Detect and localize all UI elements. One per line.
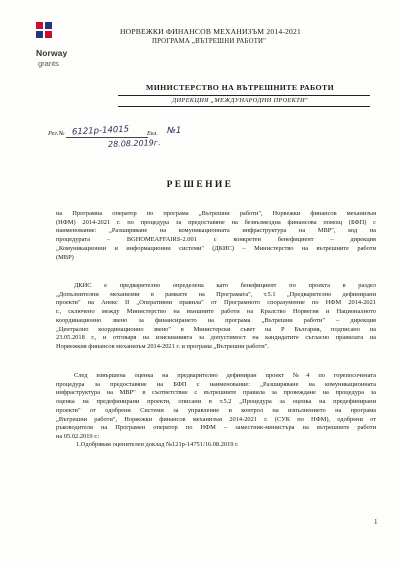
paragraph-line: координационно звено за финансирането на програма „Вътрешни работи" – дирекция: [56, 316, 376, 324]
paragraph-line: инфраструктура на МВР" в съответствие с вътрешните правила за провеждане на процедура за: [56, 389, 376, 397]
paragraph-line: „Централно координационно звено" в Министерски съвет на Р България, подписано на: [56, 325, 376, 333]
paragraph-line: 23.05.2018 г., и отговаря на изискванията за допустимост на кандидатите съгласно правилата на: [56, 334, 376, 342]
paragraph-line: на 05.02.2019 г.:: [56, 432, 100, 440]
paragraph-line: процедура за предоставяне на БФП с наименование: „Разширяване на комуникационната: [56, 380, 376, 388]
document-title: РЕШЕНИЕ: [166, 180, 234, 190]
registration-copy-label: Екз.: [147, 130, 158, 137]
paragraph-line: „Допълнителни механизми в рамките на Програмата", т.5.1 „Предварително дефинирани: [56, 290, 376, 298]
paragraph-line: наименование: „Разширяване на комуникационната инфраструктура на МВР", код на: [56, 227, 376, 235]
paragraph-line: „Вътрешни работи", Норвежки финансов механизъм 2014-2021 г. (СУК по НФМ), одобрени от: [56, 415, 376, 423]
paragraph-line: на Програмна оператор по програма „Вътрешни работи", Норвежки финансов механизъм: [56, 210, 376, 217]
registration-underline: [66, 137, 148, 138]
paragraph-decision-item: [76, 441, 376, 450]
header-rule-top: [118, 95, 370, 96]
paragraph-line: проекти" от одобрени Системи за управление и контрол на изпълнението на програма: [56, 406, 376, 414]
norway-grants-logo: [36, 22, 96, 72]
paragraph-line: Норвежкия финансов механизъм 2014-2021 г. и програма „Вътрешни работи".: [56, 342, 269, 350]
registration-copy-handwritten: №1: [167, 126, 182, 136]
logo-text-norway: Norway: [36, 48, 68, 58]
paragraph-line: 1.Одобрявам оценителен доклад №121р-14751/16.08.2019 г.: [76, 441, 239, 448]
header-directorate: ДИРЕКЦИЯ „МЕЖДУНАРОДНИ ПРОЕКТИ": [172, 97, 308, 104]
paragraph-line: проекти" на Анекс II „Оперативни правила" от Програмното споразумение по НФМ 2014-2021: [56, 299, 376, 307]
logo-text-grants: grants: [38, 59, 59, 68]
paragraph-line: (МВР): [56, 253, 74, 261]
paragraph-line: (НФМ) 2014-2021 г. по процедура за предоставяне на безвъзмездна финансова помощ (БФП) с: [56, 218, 376, 226]
paragraph-line: оценка на предефинирани проекти, описани в т.5.2 „Процедура за оценка на предефинирани: [56, 398, 376, 406]
paragraph-evaluation: [56, 372, 376, 442]
page-number: 1: [374, 518, 378, 526]
paragraph-beneficiary: [56, 282, 376, 352]
paragraph-line: ДКИС е предварително определена като бенефициент по проекта в раздел: [74, 282, 376, 289]
header-ministry: МИНИСТЕРСТВО НА ВЪТРЕШНИТЕ РАБОТИ: [145, 83, 335, 92]
header-rule-bottom: [118, 106, 370, 107]
header-mechanism: НОРВЕЖКИ ФИНАНСОВ МЕХАНИЗЪМ 2014-2021: [120, 27, 302, 36]
paragraph-line: „Комуникационни и информационни системи" (ДКИС) – Министерство на вътрешните работи: [56, 244, 376, 252]
paragraph-line: процедурата – BGHOMEAFFAIRS-2.001 с конкретен бенефициент – дирекция: [56, 236, 376, 244]
paragraph-line: След извършена оценка на предварително дефиниран проект №4 по горепосочената: [74, 372, 376, 379]
paragraph-intro: [56, 210, 376, 262]
paragraph-line: г., сключено между Министерство на външните работи на Кралство Норвегия и Националното: [56, 308, 376, 316]
registration-date-handwritten: 28.08.2019г.: [107, 138, 161, 149]
registration-number-label: Рег.№: [48, 130, 65, 137]
registration-number-handwritten: 6121р-14015: [71, 124, 130, 138]
paragraph-line: ръководителя на Програмен оператор по НФМ – заместник-министъра на вътрешните работи: [56, 424, 376, 432]
norway-grants-logo-icon: [36, 22, 52, 38]
header-program: ПРОГРАМА „ВЪТРЕШНИ РАБОТИ": [152, 38, 267, 45]
